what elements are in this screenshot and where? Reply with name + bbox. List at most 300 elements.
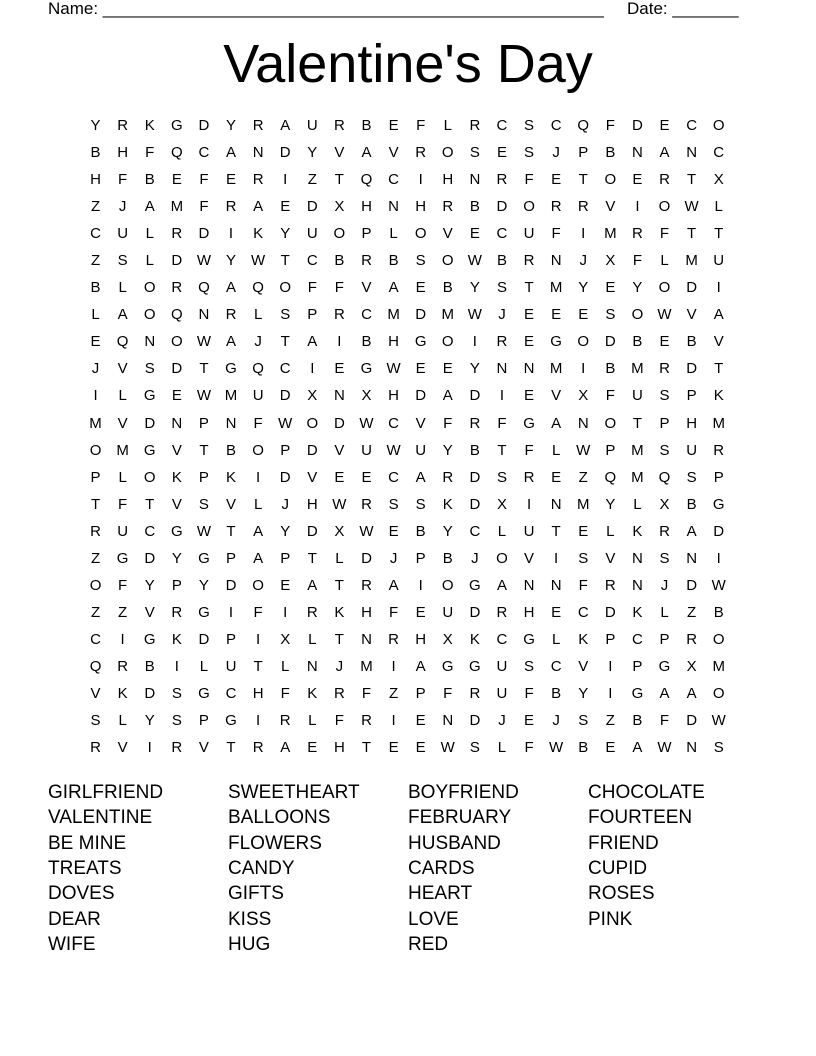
grid-letter: G bbox=[631, 684, 644, 702]
grid-letter: S bbox=[605, 306, 616, 324]
grid-letter: H bbox=[415, 198, 427, 216]
grid-letter: R bbox=[171, 739, 183, 757]
grid-letter: D bbox=[144, 414, 156, 432]
grid-row bbox=[82, 112, 732, 139]
grid-letter: T bbox=[334, 171, 344, 189]
word-bank-item: HUG bbox=[228, 933, 271, 955]
grid-letter: W bbox=[386, 360, 401, 378]
grid-letter: K bbox=[171, 468, 182, 486]
grid-letter: R bbox=[577, 198, 589, 216]
grid-letter: H bbox=[252, 684, 264, 702]
grid-letter: O bbox=[252, 576, 264, 594]
grid-letter: F bbox=[605, 387, 615, 405]
grid-letter: A bbox=[226, 333, 237, 351]
grid-letter: T bbox=[632, 414, 642, 432]
grid-letter: D bbox=[469, 712, 481, 730]
grid-letter: V bbox=[90, 684, 101, 702]
grid-letter: A bbox=[686, 522, 697, 540]
grid-letter: N bbox=[550, 576, 562, 594]
grid-letter: N bbox=[686, 739, 698, 757]
grid-letter: F bbox=[632, 252, 642, 270]
grid-letter: R bbox=[306, 603, 318, 621]
grid-letter: Y bbox=[442, 522, 453, 540]
grid-letter: I bbox=[608, 684, 613, 702]
grid-letter: V bbox=[361, 279, 372, 297]
grid-letter: V bbox=[686, 306, 697, 324]
grid-letter: U bbox=[252, 387, 264, 405]
grid-letter: R bbox=[117, 117, 129, 134]
grid-letter: E bbox=[388, 739, 399, 757]
grid-letter: W bbox=[278, 414, 293, 432]
grid-letter: G bbox=[523, 414, 535, 432]
grid-letter: O bbox=[712, 684, 725, 702]
grid-letter: L bbox=[253, 306, 263, 324]
grid-letter: V bbox=[117, 739, 128, 757]
grid-letter: C bbox=[361, 306, 372, 324]
grid-letter: K bbox=[632, 603, 643, 621]
grid-letter: Y bbox=[226, 117, 237, 134]
grid-letter: S bbox=[578, 549, 589, 567]
grid-letter: R bbox=[713, 441, 725, 459]
grid-letter: I bbox=[256, 712, 261, 730]
grid-letter: Y bbox=[442, 441, 453, 459]
grid-letter: P bbox=[659, 414, 670, 432]
grid-letter: H bbox=[388, 333, 399, 351]
grid-letter: X bbox=[496, 495, 507, 513]
grid-letter: A bbox=[442, 387, 453, 405]
grid-letter: V bbox=[117, 414, 128, 432]
grid-letter: K bbox=[117, 684, 128, 702]
grid-letter: E bbox=[280, 576, 291, 594]
word-bank-item: KISS bbox=[228, 908, 272, 930]
grid-letter: C bbox=[90, 225, 101, 243]
grid-letter: N bbox=[225, 414, 237, 432]
grid-row bbox=[82, 599, 732, 626]
grid-letter: X bbox=[280, 630, 291, 648]
grid-letter: C bbox=[388, 468, 399, 486]
grid-letter: F bbox=[253, 414, 263, 432]
grid-letter: U bbox=[523, 522, 535, 540]
grid-letter: B bbox=[496, 252, 507, 270]
grid-row bbox=[82, 382, 732, 409]
grid-letter: Y bbox=[280, 225, 291, 243]
grid-letter: J bbox=[498, 712, 506, 730]
grid-letter: I bbox=[283, 603, 288, 621]
grid-letter: Z bbox=[605, 712, 615, 730]
grid-letter: C bbox=[306, 252, 318, 270]
grid-letter: E bbox=[388, 117, 399, 134]
grid-letter: R bbox=[90, 739, 101, 757]
grid-row bbox=[82, 572, 732, 599]
grid-letter: K bbox=[226, 468, 237, 486]
word-bank-item: GIFTS bbox=[228, 883, 284, 905]
grid-letter: T bbox=[334, 576, 344, 594]
grid-letter: O bbox=[441, 144, 454, 162]
grid-letter: O bbox=[441, 252, 454, 270]
grid-letter: S bbox=[659, 441, 670, 459]
grid-letter: I bbox=[526, 495, 532, 513]
grid-letter: I bbox=[256, 468, 261, 486]
grid-letter: Q bbox=[577, 117, 590, 134]
grid-letter: Y bbox=[578, 279, 589, 297]
grid-row bbox=[82, 220, 732, 247]
grid-letter: M bbox=[360, 657, 373, 675]
grid-letter: A bbox=[307, 333, 318, 351]
grid-letter: E bbox=[334, 360, 345, 378]
grid-letter: N bbox=[632, 576, 643, 594]
grid-letter: I bbox=[228, 225, 234, 243]
grid-letter: D bbox=[279, 144, 291, 162]
grid-letter: A bbox=[280, 739, 291, 757]
header bbox=[48, 0, 748, 20]
grid-letter: N bbox=[550, 495, 562, 513]
grid-letter: R bbox=[659, 522, 670, 540]
grid-letter: C bbox=[496, 117, 508, 134]
grid-letter: E bbox=[171, 171, 182, 189]
grid-letter: G bbox=[225, 360, 237, 378]
grid-letter: F bbox=[578, 576, 588, 594]
grid-letter: M bbox=[685, 252, 698, 270]
grid-letter: E bbox=[388, 522, 399, 540]
grid-letter: M bbox=[576, 495, 590, 513]
grid-row bbox=[82, 464, 732, 491]
grid-letter: M bbox=[631, 360, 644, 378]
grid-letter: O bbox=[143, 279, 156, 297]
grid-letter: Y bbox=[171, 549, 182, 567]
grid-letter: O bbox=[523, 198, 535, 216]
grid-letter: H bbox=[523, 603, 535, 621]
grid-letter: S bbox=[524, 117, 535, 134]
grid-letter: R bbox=[659, 171, 670, 189]
grid-letter: P bbox=[171, 576, 182, 594]
grid-letter: T bbox=[253, 657, 263, 675]
grid-letter: B bbox=[90, 144, 101, 162]
grid-letter: W bbox=[196, 333, 211, 351]
grid-letter: A bbox=[117, 306, 128, 324]
grid-letter: Y bbox=[605, 495, 616, 513]
grid-letter: E bbox=[659, 117, 670, 134]
grid-letter: I bbox=[228, 603, 234, 621]
grid-letter: W bbox=[359, 522, 374, 540]
grid-letter: J bbox=[91, 360, 100, 378]
grid-letter: P bbox=[686, 387, 697, 405]
word-bank-item: FOURTEEN bbox=[588, 807, 693, 829]
grid-letter: G bbox=[469, 657, 481, 675]
grid-letter: D bbox=[469, 495, 481, 513]
grid-letter: L bbox=[389, 225, 398, 243]
grid-letter: H bbox=[388, 387, 399, 405]
grid-letter: O bbox=[712, 630, 725, 648]
grid-letter: V bbox=[117, 360, 128, 378]
grid-row bbox=[82, 355, 732, 382]
grid-letter: M bbox=[549, 279, 563, 297]
grid-letter: B bbox=[551, 684, 562, 702]
grid-letter: R bbox=[225, 306, 237, 324]
grid-letter: W bbox=[359, 414, 374, 432]
word-bank-item: ROSES bbox=[588, 883, 655, 905]
grid-letter: E bbox=[551, 603, 562, 621]
grid-letter: B bbox=[144, 171, 155, 189]
grid-letter: R bbox=[523, 468, 535, 486]
grid-letter: Q bbox=[116, 333, 129, 351]
grid-letter: A bbox=[307, 576, 318, 594]
grid-letter: P bbox=[280, 549, 291, 567]
grid-letter: V bbox=[334, 441, 345, 459]
grid-letter: V bbox=[551, 387, 562, 405]
grid-letter: E bbox=[524, 712, 535, 730]
grid-letter: S bbox=[524, 144, 535, 162]
grid-letter: G bbox=[143, 630, 156, 648]
grid-letter: F bbox=[280, 684, 290, 702]
grid-letter: W bbox=[386, 441, 401, 459]
grid-letter: I bbox=[635, 198, 640, 216]
grid-letter: E bbox=[496, 144, 507, 162]
grid-letter: P bbox=[307, 306, 318, 324]
word-bank-item: BE MINE bbox=[48, 832, 127, 854]
grid-letter: S bbox=[171, 712, 182, 730]
grid-letter: Q bbox=[360, 171, 373, 189]
grid-letter: U bbox=[686, 441, 698, 459]
word-bank-item: CUPID bbox=[588, 857, 648, 879]
grid-letter: H bbox=[686, 414, 698, 432]
grid-letter: Q bbox=[604, 468, 617, 486]
grid-letter: R bbox=[361, 495, 372, 513]
grid-letter: E bbox=[578, 522, 589, 540]
grid-letter: J bbox=[471, 549, 479, 567]
grid-letter: J bbox=[335, 657, 344, 675]
grid-letter: E bbox=[551, 171, 562, 189]
grid-letter: R bbox=[117, 657, 129, 675]
grid-letter: D bbox=[306, 441, 318, 459]
grid-letter: E bbox=[551, 306, 562, 324]
grid-letter: R bbox=[469, 684, 481, 702]
grid-letter: F bbox=[551, 225, 561, 243]
grid-letter: P bbox=[713, 468, 724, 486]
grid-row bbox=[82, 301, 732, 328]
grid-letter: T bbox=[280, 252, 290, 270]
grid-letter: O bbox=[170, 333, 183, 351]
grid-letter: Z bbox=[90, 252, 101, 270]
grid-letter: I bbox=[391, 657, 396, 675]
grid-letter: Y bbox=[578, 684, 589, 702]
grid-letter: F bbox=[659, 225, 670, 243]
word-bank-item: FLOWERS bbox=[228, 832, 322, 854]
grid-letter: I bbox=[174, 657, 179, 675]
grid-row bbox=[82, 545, 732, 572]
grid-letter: U bbox=[496, 684, 508, 702]
grid-letter: S bbox=[388, 495, 399, 513]
grid-letter: I bbox=[310, 360, 315, 378]
grid-letter: L bbox=[660, 252, 669, 270]
grid-letter: S bbox=[280, 306, 291, 324]
grid-letter: Z bbox=[90, 549, 101, 567]
grid-letter: G bbox=[523, 630, 535, 648]
grid-letter: Y bbox=[90, 117, 101, 134]
word-bank-item: CARDS bbox=[408, 857, 475, 879]
grid-letter: V bbox=[605, 549, 616, 567]
grid-letter: P bbox=[578, 144, 589, 162]
grid-letter: T bbox=[578, 171, 588, 189]
grid-letter: M bbox=[604, 225, 617, 243]
grid-letter: N bbox=[577, 414, 589, 432]
grid-letter: T bbox=[226, 522, 236, 540]
grid-letter: L bbox=[551, 630, 561, 648]
grid-letter: Q bbox=[252, 360, 264, 378]
grid-letter: P bbox=[198, 414, 209, 432]
grid-letter: Z bbox=[90, 603, 101, 621]
grid-row bbox=[82, 680, 732, 707]
grid-letter: A bbox=[388, 576, 399, 594]
grid-letter: W bbox=[440, 739, 455, 757]
grid-letter: G bbox=[116, 549, 129, 567]
grid-letter: N bbox=[388, 198, 399, 216]
grid-letter: J bbox=[552, 144, 560, 162]
grid-letter: N bbox=[442, 712, 454, 730]
word-bank-item: HEART bbox=[408, 883, 473, 905]
grid-letter: T bbox=[687, 171, 697, 189]
grid-letter: N bbox=[198, 306, 210, 324]
grid-letter: E bbox=[415, 360, 426, 378]
grid-letter: U bbox=[117, 225, 129, 243]
grid-letter: I bbox=[472, 333, 477, 351]
grid-row bbox=[82, 653, 732, 680]
grid-letter: B bbox=[469, 198, 480, 216]
grid-row bbox=[82, 707, 732, 734]
grid-letter: I bbox=[337, 333, 342, 351]
grid-letter: J bbox=[254, 333, 262, 351]
grid-letter: O bbox=[658, 279, 671, 297]
grid-letter: F bbox=[416, 117, 426, 134]
grid-letter: K bbox=[442, 495, 453, 513]
grid-letter: N bbox=[252, 144, 264, 162]
grid-letter: W bbox=[711, 712, 726, 730]
grid-letter: Q bbox=[252, 279, 264, 297]
grid-letter: F bbox=[524, 171, 534, 189]
grid-letter: G bbox=[143, 387, 156, 405]
grid-letter: E bbox=[280, 198, 291, 216]
grid-letter: L bbox=[497, 522, 507, 540]
grid-letter: P bbox=[659, 630, 670, 648]
grid-letter: A bbox=[551, 414, 562, 432]
grid-letter: U bbox=[306, 117, 318, 134]
grid-letter: B bbox=[442, 279, 453, 297]
grid-letter: W bbox=[657, 739, 672, 757]
grid-letter: U bbox=[361, 441, 372, 459]
grid-letter: G bbox=[198, 549, 210, 567]
grid-letter: H bbox=[361, 198, 372, 216]
grid-letter: T bbox=[145, 495, 155, 513]
word-bank-item: BOYFRIEND bbox=[408, 782, 519, 803]
grid-letter: N bbox=[333, 387, 345, 405]
grid-letter: A bbox=[280, 117, 291, 134]
grid-letter: H bbox=[442, 171, 454, 189]
grid-letter: G bbox=[170, 522, 183, 540]
grid-letter: D bbox=[198, 117, 210, 134]
grid-letter: L bbox=[308, 630, 317, 648]
grid-letter: R bbox=[442, 198, 454, 216]
grid-letter: L bbox=[118, 387, 127, 405]
grid-row bbox=[82, 139, 732, 166]
date-field-label: Date: _______ bbox=[627, 0, 739, 18]
grid-letter: X bbox=[442, 630, 453, 648]
grid-letter: K bbox=[713, 387, 724, 405]
grid-letter: C bbox=[388, 414, 399, 432]
grid-letter: P bbox=[605, 441, 616, 459]
grid-letter: D bbox=[361, 549, 372, 567]
grid-letter: C bbox=[632, 630, 643, 648]
grid-letter: S bbox=[496, 279, 507, 297]
grid-letter: O bbox=[252, 441, 264, 459]
grid-letter: J bbox=[498, 306, 506, 324]
grid-letter: C bbox=[496, 630, 508, 648]
grid-letter: R bbox=[469, 414, 481, 432]
grid-letter: A bbox=[496, 576, 507, 594]
grid-letter: K bbox=[632, 522, 643, 540]
grid-letter: M bbox=[89, 414, 102, 432]
grid-letter: D bbox=[686, 360, 698, 378]
grid-letter: R bbox=[388, 630, 399, 648]
grid-letter: E bbox=[551, 468, 562, 486]
grid-letter: T bbox=[714, 360, 724, 378]
grid-letter: N bbox=[632, 144, 643, 162]
grid-letter: T bbox=[524, 279, 534, 297]
letter-grid bbox=[82, 112, 732, 761]
grid-letter: I bbox=[554, 549, 559, 567]
grid-letter: V bbox=[442, 225, 453, 243]
grid-letter: W bbox=[196, 252, 211, 270]
grid-letter: O bbox=[658, 198, 671, 216]
grid-letter: Q bbox=[658, 468, 671, 486]
grid-letter: N bbox=[171, 414, 183, 432]
grid-letter: F bbox=[497, 414, 507, 432]
grid-letter: M bbox=[224, 387, 238, 405]
grid-letter: R bbox=[550, 198, 562, 216]
grid-letter: D bbox=[144, 684, 156, 702]
grid-letter: M bbox=[712, 657, 725, 675]
grid-letter: W bbox=[684, 198, 699, 216]
grid-letter: N bbox=[306, 657, 318, 675]
grid-letter: R bbox=[496, 333, 508, 351]
grid-letter: S bbox=[524, 657, 535, 675]
grid-letter: N bbox=[144, 333, 156, 351]
grid-letter: V bbox=[226, 495, 237, 513]
grid-letter: W bbox=[549, 739, 564, 757]
grid-letter: U bbox=[117, 522, 129, 540]
grid-letter: O bbox=[279, 279, 292, 297]
grid-letter: B bbox=[632, 712, 643, 730]
grid-letter: O bbox=[306, 414, 319, 432]
grid-letter: O bbox=[441, 576, 454, 594]
grid-letter: G bbox=[360, 360, 373, 378]
grid-letter: S bbox=[144, 360, 155, 378]
grid-letter: Z bbox=[578, 468, 588, 486]
word-bank-item: FRIEND bbox=[588, 832, 659, 854]
grid-letter: J bbox=[281, 495, 289, 513]
grid-letter: P bbox=[280, 441, 291, 459]
grid-letter: E bbox=[524, 387, 535, 405]
grid-letter: M bbox=[441, 306, 455, 324]
grid-letter: A bbox=[144, 198, 155, 216]
grid-letter: F bbox=[199, 198, 209, 216]
grid-letter: F bbox=[145, 144, 155, 162]
grid-letter: M bbox=[387, 306, 400, 324]
grid-letter: I bbox=[581, 225, 586, 243]
grid-letter: E bbox=[90, 333, 101, 351]
grid-letter: N bbox=[523, 360, 535, 378]
grid-letter: F bbox=[605, 117, 615, 134]
grid-letter: D bbox=[225, 576, 237, 594]
grid-letter: E bbox=[605, 739, 616, 757]
